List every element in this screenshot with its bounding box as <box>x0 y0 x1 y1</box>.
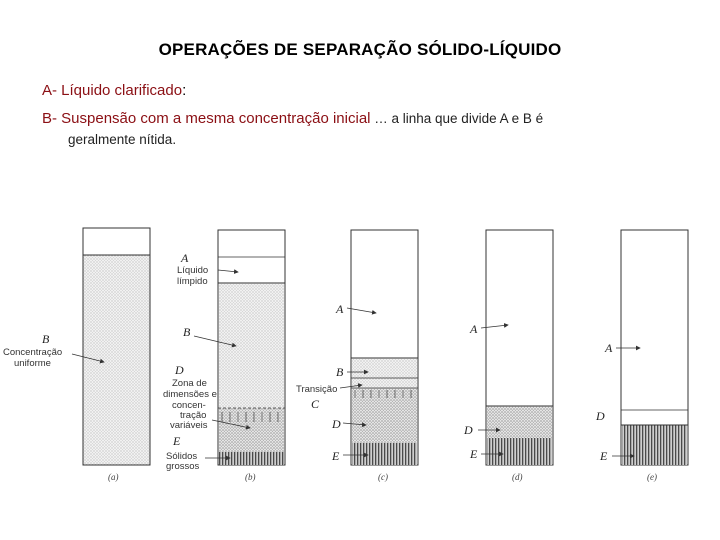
caption-d: (d) <box>512 472 523 482</box>
label-b-zona-3: concen- <box>172 400 206 411</box>
label-b-zona-1: Zona de <box>172 378 207 389</box>
definition-a-colon: : <box>182 82 187 99</box>
label-c-A: A <box>336 302 344 316</box>
label-a-conc1: Concentração <box>3 347 63 358</box>
label-a-B: B <box>42 332 50 346</box>
label-e-A: A <box>605 341 613 355</box>
label-b-A: A <box>181 251 189 265</box>
definition-b-rest: … a linha que divide A e B é <box>370 111 544 126</box>
label-e-D: D <box>596 409 605 423</box>
label-b-liq1: Líquido <box>177 265 209 276</box>
cylinder-a <box>83 228 150 465</box>
label-b-zona-2: dimensões e <box>163 389 217 400</box>
label-b-sol1: Sólidos <box>166 451 198 462</box>
definition-b-text: B- Suspensão com a mesma concentração inicial <box>42 110 371 127</box>
caption-c: (c) <box>378 472 388 482</box>
label-b-liq2: límpido <box>177 276 208 287</box>
label-c-C: C <box>311 397 320 411</box>
definition-b-continuation: geralmente nítida. <box>68 132 177 147</box>
label-c-B: B <box>336 365 344 379</box>
caption-a: (a) <box>108 472 119 482</box>
cylinder-c <box>351 230 418 465</box>
slide-title: OPERAÇÕES DE SEPARAÇÃO SÓLIDO-LÍQUIDO <box>158 40 562 59</box>
label-b-B: B <box>183 325 191 339</box>
cylinder-e <box>621 230 688 465</box>
label-d-E: E <box>470 447 478 461</box>
label-c-E: E <box>332 449 340 463</box>
label-b-zona-4: tração <box>180 410 207 421</box>
label-d-A: A <box>470 322 478 336</box>
definition-a-text: A- Líquido clarificado <box>42 82 183 99</box>
label-b-zona-5: variáveis <box>170 420 208 431</box>
cylinder-b <box>218 230 285 465</box>
label-b-sol2: grossos <box>166 461 200 472</box>
caption-e: (e) <box>647 472 657 482</box>
label-b-E: E <box>173 434 181 448</box>
label-b-D: D <box>175 363 184 377</box>
label-d-D: D <box>464 423 473 437</box>
label-c-D: D <box>332 417 341 431</box>
label-a-conc2: uniforme <box>14 358 51 369</box>
label-c-trans: Transição <box>296 384 338 395</box>
label-e-E: E <box>600 449 608 463</box>
caption-b: (b) <box>245 472 256 482</box>
